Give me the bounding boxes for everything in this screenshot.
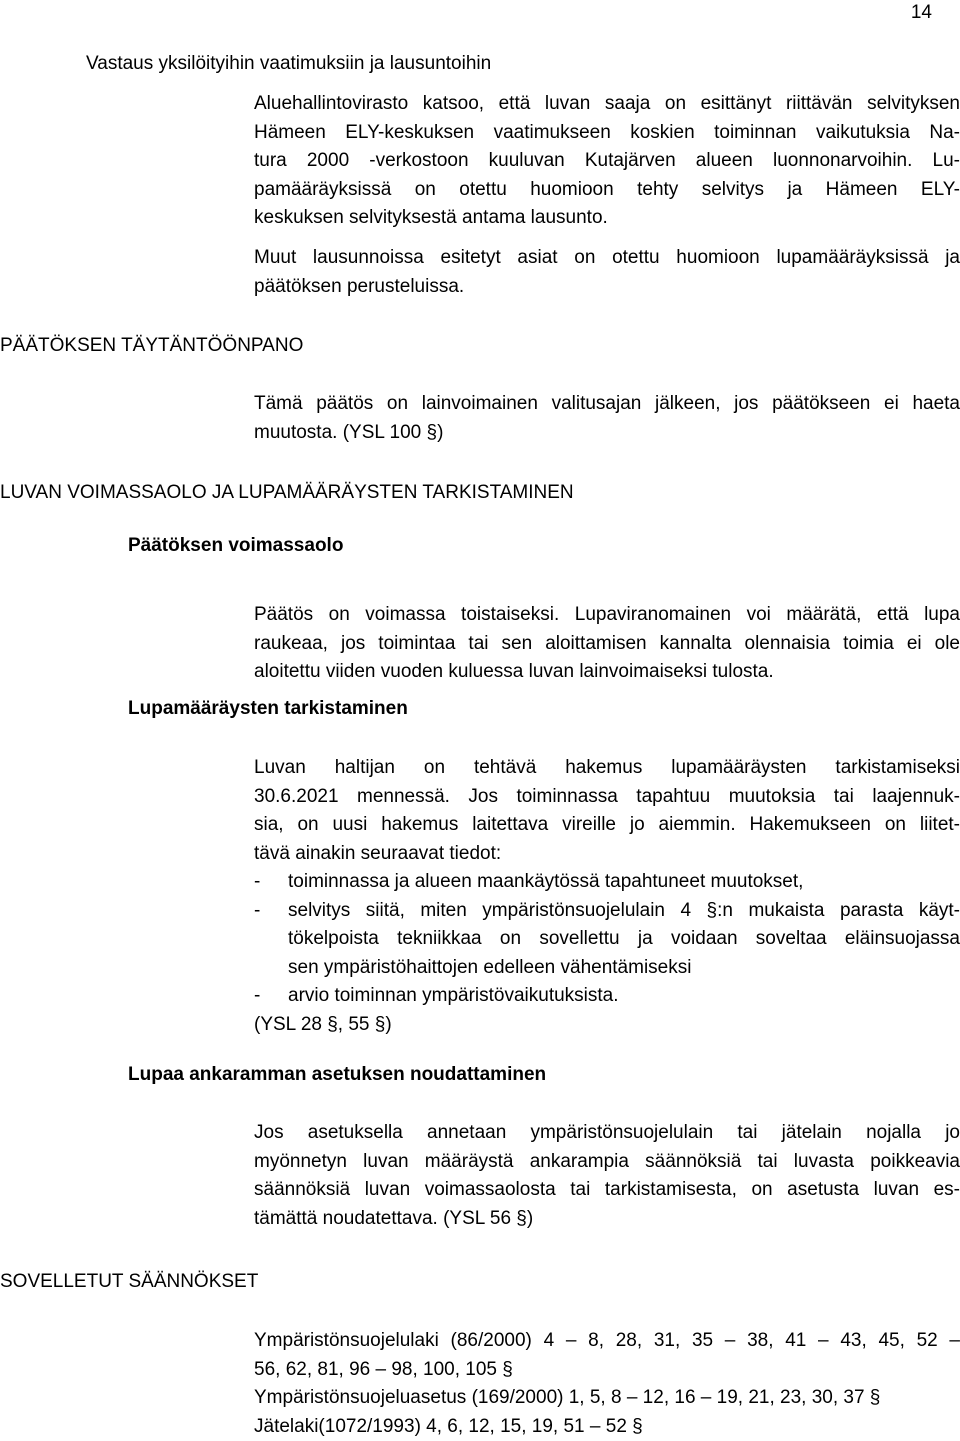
text-line: 30.6.2021 mennessä. Jos toiminnassa tapahtuu muutoksia tai laajennuk-	[254, 783, 960, 812]
list-dash: -	[254, 982, 288, 1011]
list-item	[254, 982, 960, 1011]
text-line: tämättä noudatettava. (YSL 56 §)	[254, 1205, 960, 1234]
text-line: Päätös on voimassa toistaiseksi. Lupaviranomainen voi määrätä, että lupa	[254, 601, 960, 630]
section-heading-validity: LUVAN VOIMASSAOLO JA LUPAMÄÄRÄYSTEN TARKISTAMINEN	[0, 482, 574, 504]
text-line: Aluehallintovirasto katsoo, että luvan saaja on esittänyt riittävän selvityksen	[254, 90, 960, 119]
review-paragraph	[254, 754, 960, 1039]
section-heading-enforcement: PÄÄTÖKSEN TÄYTÄNTÖÖNPANO	[0, 335, 303, 357]
list-item-text: selvitys siitä, miten ympäristönsuojelulain 4 §:n mukaista parasta käyt-	[288, 897, 960, 926]
section-heading-responses: Vastaus yksilöityihin vaatimuksiin ja lausuntoihin	[86, 53, 491, 75]
text-line: tura 2000 -verkostoon kuuluvan Kutajärven alueen luonnonarvoihin. Lu-	[254, 147, 960, 176]
text-line: pamääräyksissä on otettu huomioon tehty selvitys ja Hämeen ELY-	[254, 176, 960, 205]
text-line: Hämeen ELY-keskuksen vaatimukseen koskien toiminnan vaikutuksia Na-	[254, 119, 960, 148]
subheading-decision-validity: Päätöksen voimassaolo	[128, 535, 343, 557]
enforcement-paragraph	[254, 390, 960, 447]
text-line: päätöksen perusteluissa.	[254, 273, 960, 302]
list-dash: -	[254, 897, 288, 926]
section-heading-applied-rules: SOVELLETUT SÄÄNNÖKSET	[0, 1271, 258, 1293]
text-line: myönnetyn luvan määräystä ankarampia säännöksiä tai luvasta poikkeavia	[254, 1148, 960, 1177]
text-line: aloitettu viiden vuoden kuluessa luvan lainvoimaiseksi tulosta.	[254, 658, 960, 687]
list-item-continuation: tökelpoista tekniikkaa on sovellettu ja voidaan soveltaa eläinsuojassa	[254, 925, 960, 954]
list-item	[254, 868, 960, 897]
text-line: säännöksiä luvan voimassaolosta tai tarkistamisesta, on asetusta luvan es-	[254, 1176, 960, 1205]
text-line: Ympäristönsuojelulaki (86/2000) 4 – 8, 28, 31, 35 – 38, 41 – 43, 45, 52 –	[254, 1327, 960, 1356]
subheading-permit-review: Lupamääräysten tarkistaminen	[128, 698, 408, 720]
text-line: Muut lausunnoissa esitetyt asiat on otettu huomioon lupamääräyksissä ja	[254, 244, 960, 273]
text-line: muutosta. (YSL 100 §)	[254, 419, 960, 448]
text-line: tävä ainakin seuraavat tiedot:	[254, 840, 960, 869]
list-dash: -	[254, 868, 288, 897]
text-line: keskuksen selvityksestä antama lausunto.	[254, 204, 960, 233]
text-line: Luvan haltijan on tehtävä hakemus lupamääräysten tarkistamiseksi	[254, 754, 960, 783]
text-line: 56, 62, 81, 96 – 98, 100, 105 §	[254, 1356, 960, 1385]
list-item	[254, 897, 960, 926]
applied-rules-list	[254, 1327, 960, 1441]
text-line: Ympäristönsuojeluasetus (169/2000) 1, 5, 8 – 12, 16 – 19, 21, 23, 30, 37 §	[254, 1384, 960, 1413]
stricter-decree-paragraph	[254, 1119, 960, 1233]
list-item-text: arvio toiminnan ympäristövaikutuksista.	[288, 982, 960, 1011]
subheading-stricter-decree: Lupaa ankaramman asetuksen noudattaminen	[128, 1064, 546, 1086]
text-line: Tämä päätös on lainvoimainen valitusajan jälkeen, jos päätökseen ei haeta	[254, 390, 960, 419]
responses-paragraph-2	[254, 244, 960, 301]
text-line: Jos asetuksella annetaan ympäristönsuojelulain tai jätelain nojalla jo	[254, 1119, 960, 1148]
responses-paragraph-1	[254, 90, 960, 233]
validity-paragraph	[254, 601, 960, 687]
text-line: raukeaa, jos toimintaa tai sen aloittamisen kannalta olennaisia toimia ei ole	[254, 630, 960, 659]
list-item-continuation: sen ympäristöhaittojen edelleen vähentämiseksi	[254, 954, 960, 983]
list-item-text: toiminnassa ja alueen maankäytössä tapahtuneet muutokset,	[288, 868, 960, 897]
text-line: Jätelaki(1072/1993) 4, 6, 12, 15, 19, 51 – 52 §	[254, 1413, 960, 1441]
legal-reference: (YSL 28 §, 55 §)	[254, 1011, 960, 1040]
page-number: 14	[911, 2, 932, 24]
text-line: sia, on uusi hakemus laitettava vireille jo aiemmin. Hakemukseen on liitet-	[254, 811, 960, 840]
